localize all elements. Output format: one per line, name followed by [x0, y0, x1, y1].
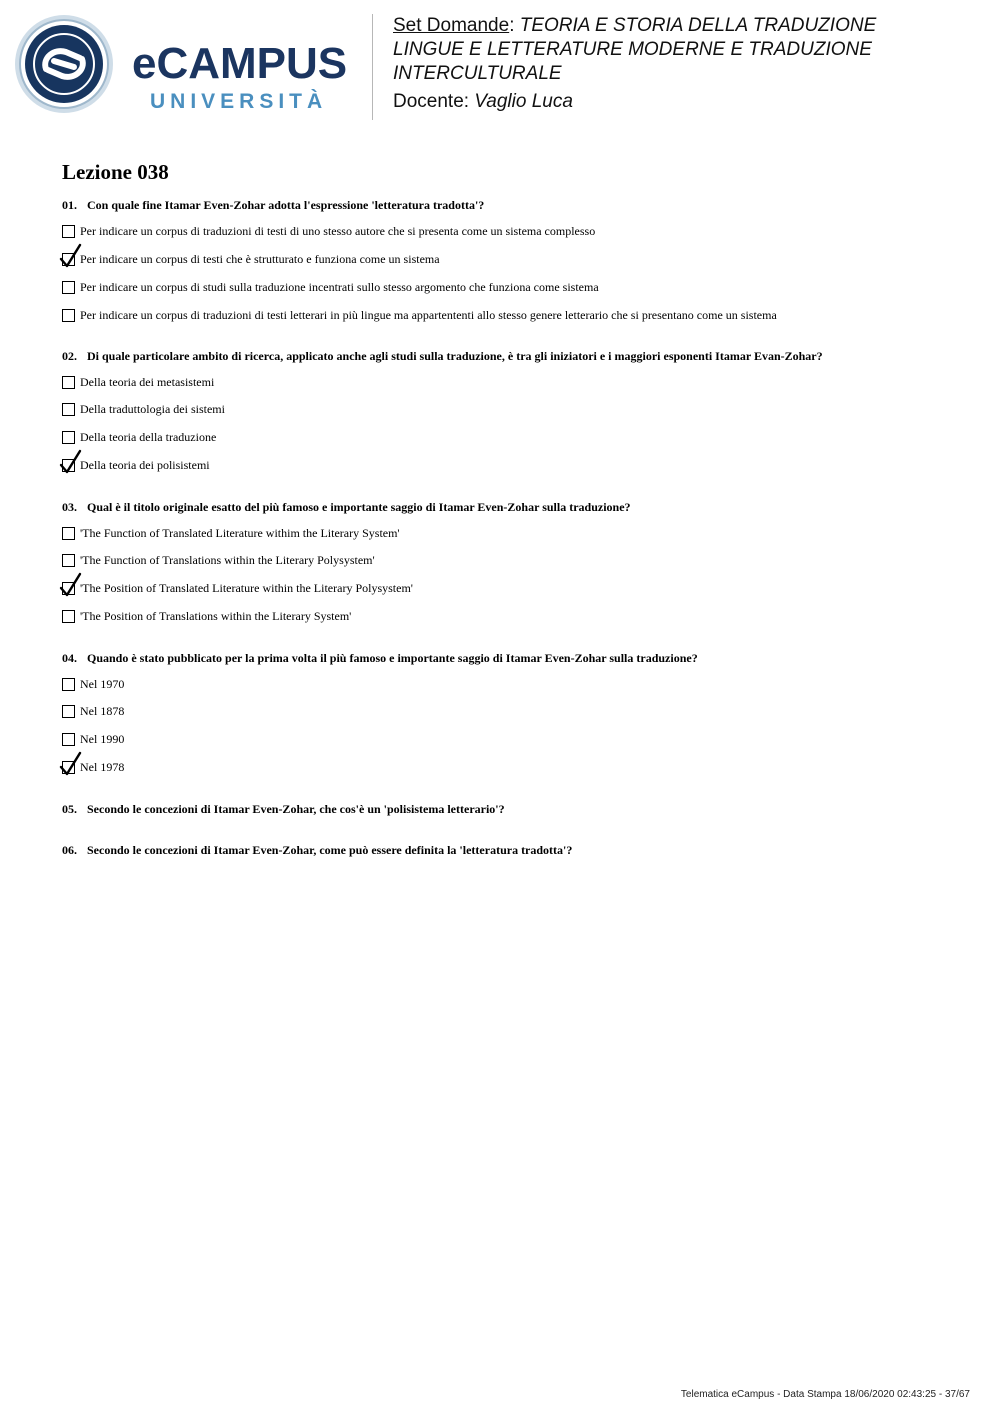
answer-label: Della teoria dei metasistemi — [80, 375, 215, 389]
answer-checkbox[interactable] — [62, 376, 75, 389]
answer-label: Della traduttologia dei sistemi — [80, 402, 225, 416]
university-seal-logo — [14, 14, 114, 114]
answer-checkbox[interactable] — [62, 527, 75, 540]
answer-label: Nel 1878 — [80, 704, 125, 718]
answer-label: 'The Position of Translated Literature within the Literary Polysystem' — [80, 581, 413, 595]
page-header — [0, 0, 1000, 130]
set-label: Set Domande — [393, 15, 510, 36]
question-2 — [62, 349, 823, 364]
course-info — [393, 14, 993, 114]
question-text: Con quale fine Itamar Even-Zohar adotta l'espressione 'letteratura tradotta'? — [87, 198, 485, 212]
question-4 — [62, 651, 698, 666]
question-number: 02. — [62, 349, 77, 363]
question-text: Qual è il titolo originale esatto del più famoso e importante saggio di Itamar Even-Zohar sulla traduzione? — [87, 500, 631, 514]
logo-subtitle-text: UNIVERSITÀ — [150, 90, 328, 113]
answer-checkbox[interactable] — [62, 281, 75, 294]
course-line-3: INTERCULTURALE — [393, 63, 562, 84]
answer-label: Per indicare un corpus di traduzioni di testi di uno stesso autore che si presenta come un sistema complesso — [80, 224, 596, 238]
docente-label: Docente: — [393, 91, 475, 112]
course-line-3-row — [393, 62, 993, 86]
answer-checkbox[interactable] — [62, 733, 75, 746]
question-text: Secondo le concezioni di Itamar Even-Zohar, che cos'è un 'polisistema letterario'? — [87, 802, 505, 816]
docente-name: Vaglio Luca — [474, 91, 573, 112]
answer-checkbox[interactable] — [62, 678, 75, 691]
question-number: 04. — [62, 651, 77, 665]
answer-checkbox[interactable] — [62, 705, 75, 718]
answer-label: 'The Function of Translated Literature withim the Literary System' — [80, 526, 400, 540]
answer-label: Nel 1990 — [80, 732, 125, 746]
course-title-line — [393, 14, 993, 38]
question-6 — [62, 843, 572, 858]
question-1 — [62, 198, 484, 213]
answer-label: Della teoria della traduzione — [80, 430, 217, 444]
answer-checkbox[interactable] — [62, 309, 75, 322]
question-number: 06. — [62, 843, 77, 857]
answer-checkbox[interactable] — [62, 431, 75, 444]
answer-checkbox[interactable] — [62, 554, 75, 567]
docente-line — [393, 90, 993, 114]
logo-brand-text: eCAMPUS — [132, 39, 348, 88]
answer-label: 'The Position of Translations within the Literary System' — [80, 609, 352, 623]
page-footer: Telematica eCampus - Data Stampa 18/06/2020 02:43:25 - 37/67 — [680, 1389, 970, 1400]
lesson-title: Lezione 038 — [62, 160, 169, 184]
answer-label: Nel 1978 — [80, 760, 125, 774]
answer-label: Per indicare un corpus di testi che è strutturato e funziona come un sistema — [80, 252, 440, 266]
set-separator: : — [509, 15, 520, 36]
answer-label: Nel 1970 — [80, 677, 125, 691]
course-line-2: LINGUE E LETTERATURE MODERNE E TRADUZIONE — [393, 39, 872, 60]
question-3 — [62, 500, 631, 515]
answer-label: 'The Function of Translations within the Literary Polysystem' — [80, 553, 375, 567]
answer-checkbox[interactable] — [62, 225, 75, 238]
question-text: Di quale particolare ambito di ricerca, applicato anche agli studi sulla traduzione, è tra gli iniziatori e i maggiori esponenti Itamar Evan-Zohar? — [87, 349, 823, 363]
question-text: Secondo le concezioni di Itamar Even-Zohar, come può essere definita la 'letteratura tradotta'? — [87, 843, 573, 857]
course-line-2-row — [393, 38, 993, 62]
answer-label: Per indicare un corpus di traduzioni di testi letterari in più lingue ma appartententi allo stesso genere letterario che si presentano come un sistema — [80, 308, 777, 322]
course-line-1: TEORIA E STORIA DELLA TRADUZIONE — [519, 15, 877, 36]
question-number: 01. — [62, 198, 77, 212]
answer-label: Per indicare un corpus di studi sulla traduzione incentrati sullo stesso argomento che funziona come sistema — [80, 280, 599, 294]
answer-checkbox[interactable] — [62, 610, 75, 623]
question-number: 03. — [62, 500, 77, 514]
question-5 — [62, 802, 505, 817]
answer-label: Della teoria dei polisistemi — [80, 458, 210, 472]
answer-checkbox[interactable] — [62, 403, 75, 416]
header-divider — [372, 14, 373, 120]
question-text: Quando è stato pubblicato per la prima volta il più famoso e importante saggio di Itamar Even-Zohar sulla traduzione? — [87, 651, 698, 665]
question-number: 05. — [62, 802, 77, 816]
ecampus-wordmark-logo — [128, 38, 368, 118]
